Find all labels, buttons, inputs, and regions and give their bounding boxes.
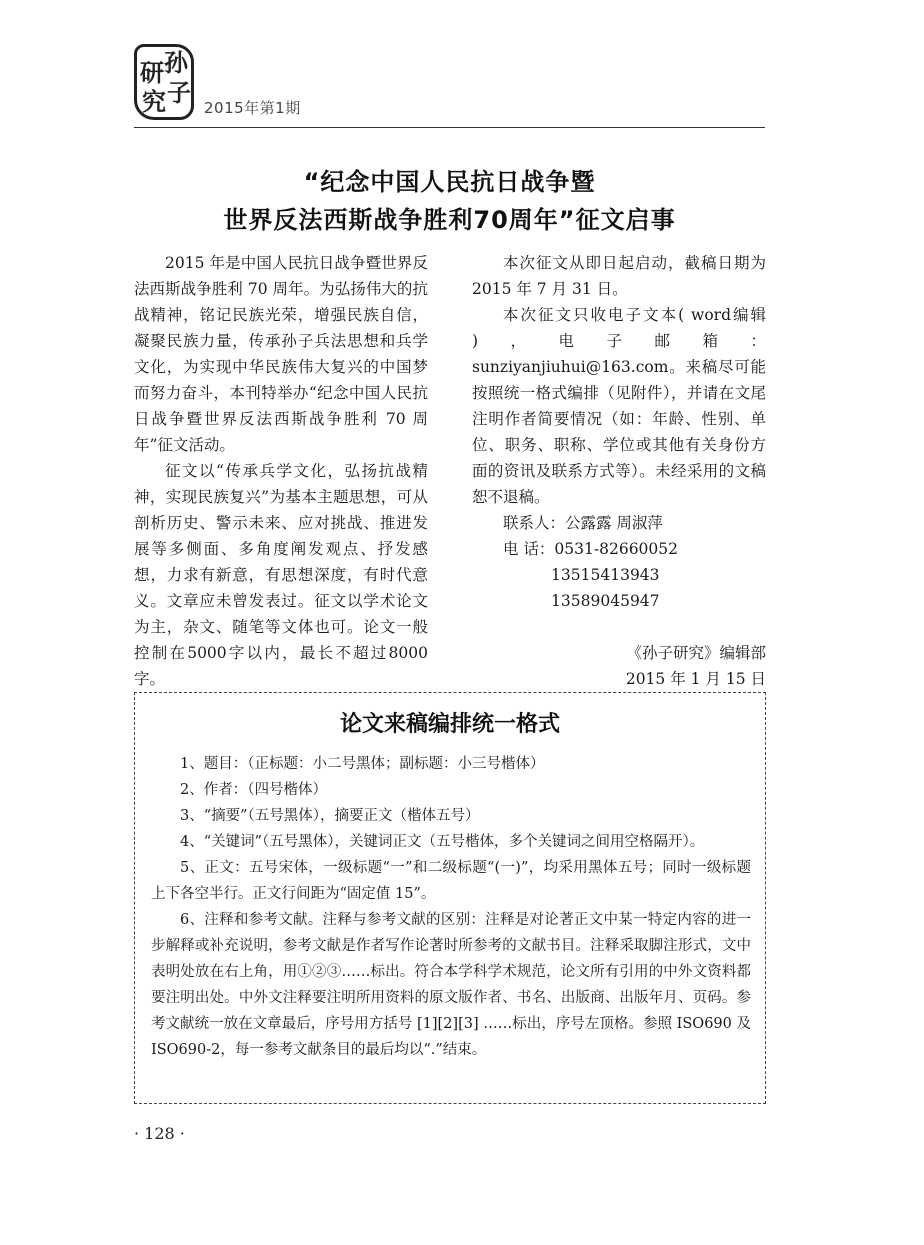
issue-label: 2015年第1期 — [204, 99, 301, 117]
contact-person: 联系人：公露露 周淑萍 — [503, 514, 663, 532]
theme-paragraph: 征文以“传承兵学文化，弘扬抗战精神，实现民族复兴”为基本主题思想，可从剖析历史、警示未来、应对挑战、推进发展等多侧面、多角度阐发观点、抒发感想，力求有新意，有思想深度，有时代意义。文章应未曾发表过。征文以学术论文为主，杂文、随笔等文体也可。论文一般控制在5000字以内，最长不超过8000 字。 — [134, 462, 428, 688]
format-item: 3、“摘要”（五号黑体），摘要正文（楷体五号） — [180, 808, 480, 824]
format-item: 6、注释和参考文献。注释与参考文献的区别：注释是对论著正文中某一特定内容的进一步解释或补充说明，参考文献是作者写作论著时所参考的文献书目。注释采取脚注形式，文中表明处放在右上角，用①②③……标出。符合本学科学术规范，论文所有引用的中外文资料都要注明出处。中外文注释要注明所用资料的原文版作者、书名、出版商、出版年月、页码。参考文献统一放在文章最后，序号用方括号 [1][2][3] ……标出，序号左顶格。参照 ISO690 及 ISO690-2，每一参考文献条目的最后均以“.”结束。 — [151, 912, 751, 1058]
right-column — [472, 250, 766, 692]
format-guidelines-box — [134, 692, 766, 1104]
notice-date: 2015 年 1 月 15 日 — [625, 670, 766, 688]
format-item: 5、正文：五号宋体，一级标题“一”和二级标题“(一)”，均采用黑体五号；同时一级标题上下各空半行。正文行间距为“固定值 15”。 — [151, 860, 751, 902]
format-box-title: 论文来稿编排统一格式 — [339, 712, 560, 737]
format-item: 2、作者：（四号楷体） — [180, 782, 327, 798]
page-number: · 128 · — [134, 1124, 185, 1143]
logo-char: 子 — [167, 78, 191, 107]
article-title-line1: “纪念中国人民抗日战争暨 — [303, 168, 596, 196]
logo-char: 研 — [140, 58, 164, 87]
format-list — [151, 751, 751, 1063]
editor-signature: 《孙子研究》编辑部 — [626, 644, 766, 662]
journal-logo — [134, 44, 194, 120]
left-column — [134, 250, 428, 692]
logo-char: 究 — [142, 87, 166, 116]
contact-phone-2: 13515413943 — [551, 566, 660, 584]
header-rule — [134, 127, 765, 128]
submission-paragraph: 本次征文只收电子文本( word编辑 )，电子邮箱：sunziyanjiuhui@163.com。来稿尽可能按照统一格式编排（见附件），并请在文尾注明作者简要情况（如：年龄、性别、单位、职务、职称、学位或其他有关身份方面的资讯及联系方式等）。未经采用的文稿恕不退稿。 — [472, 306, 766, 506]
format-item: 4、“关键词”（五号黑体），关键词正文（五号楷体，多个关键词之间用空格隔开）。 — [180, 834, 705, 850]
format-item: 1、题目：（正标题：小二号黑体；副标题：小三号楷体） — [180, 756, 545, 772]
logo-char: 孙 — [164, 48, 188, 77]
deadline-paragraph: 本次征文从即日起启动，截稿日期为 2015 年 7 月 31 日。 — [472, 254, 766, 298]
intro-paragraph: 2015 年是中国人民抗日战争暨世界反法西斯战争胜利 70 周年。为弘扬伟大的抗战精神，铭记民族光荣，增强民族自信，凝聚民族力量，传承孙子兵法思想和兵学文化，为实现中华民族伟大复兴的中国梦而努力奋斗，本刊特举办“纪念中国人民抗日战争暨世界反法西斯战争胜利 70 周年”征文活动。 — [134, 254, 428, 454]
contact-phone: 电 话：0531-82660052 — [503, 540, 679, 558]
contact-phone-3: 13589045947 — [551, 592, 660, 610]
article-title-line2: 世界反法西斯战争胜利70周年”征文启事 — [223, 206, 676, 234]
